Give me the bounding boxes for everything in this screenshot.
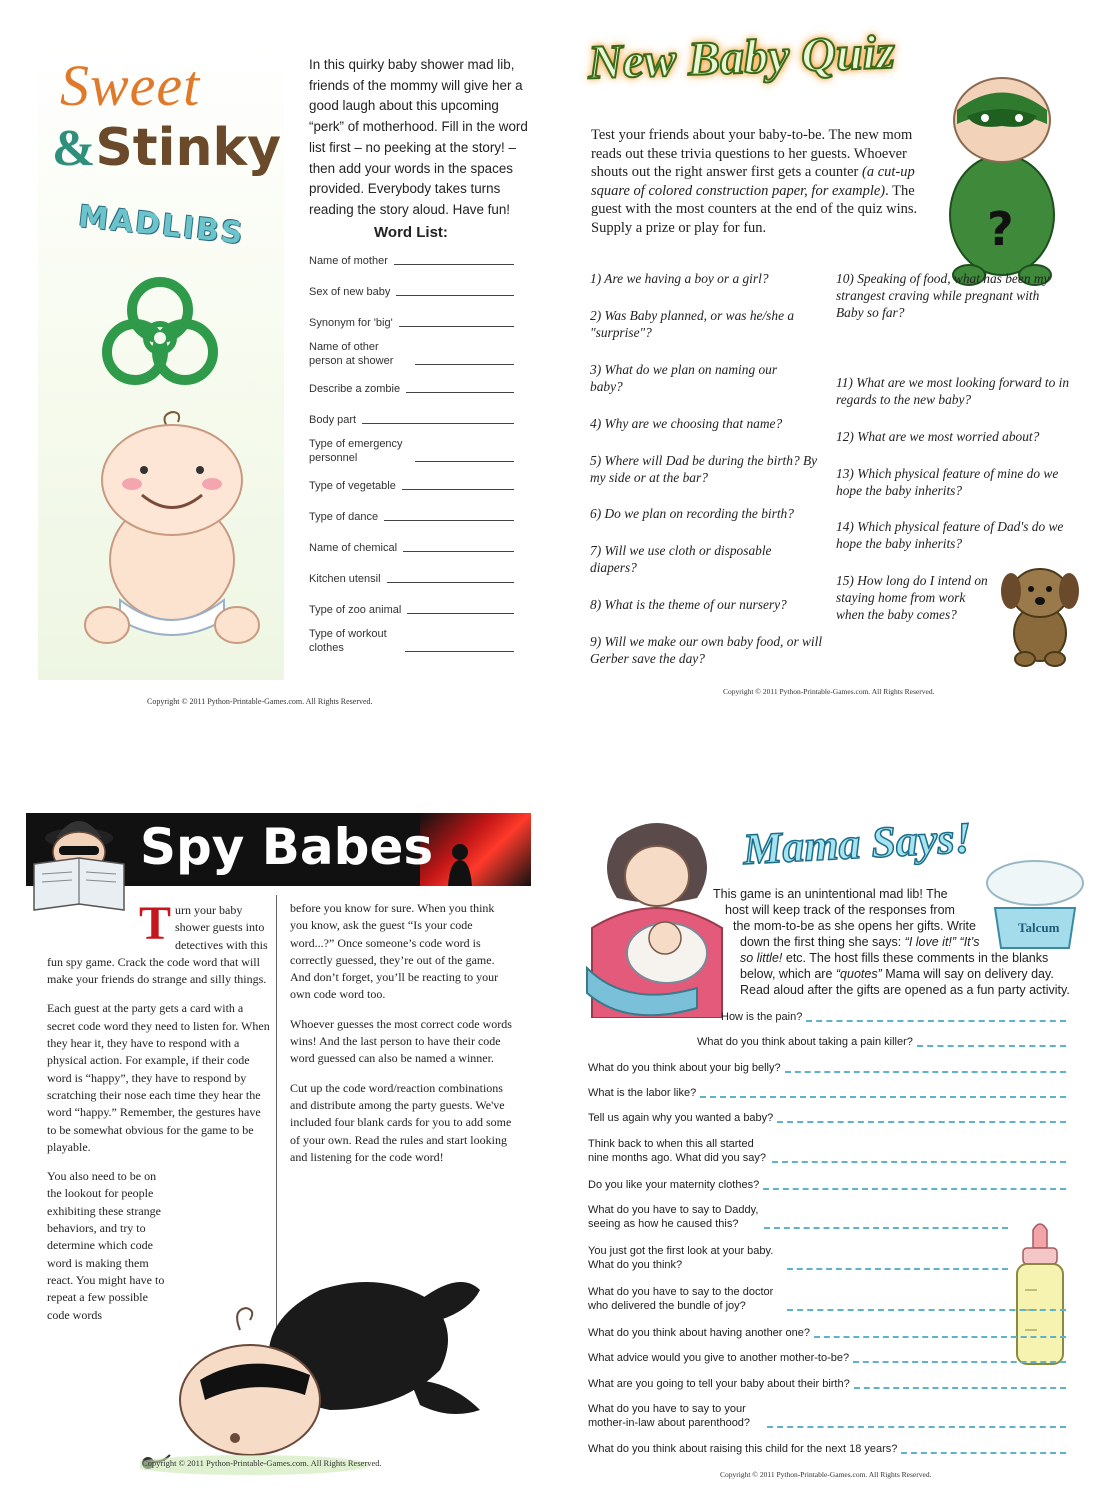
mama-question-row[interactable]: What do you think about having another one? — [588, 1326, 1066, 1340]
quiz-question: 2) Was Baby planned, or was he/she a "surprise"? — [590, 308, 795, 340]
word-list — [309, 250, 514, 655]
spy-paragraph: urn your baby shower guests into detectives with this fun spy game. Crack the code word that will make your friends do strange and silly things. — [47, 903, 268, 987]
new-baby-quiz-panel — [555, 0, 1109, 750]
talcum-powder-illustration — [980, 858, 1090, 953]
quiz-question: 1) Are we having a boy or a girl? — [590, 271, 769, 286]
quiz-question: 15) How long do I intend on staying home from work when the baby comes? — [836, 573, 988, 622]
word-row[interactable]: Type of workout clothes — [309, 627, 514, 655]
mama-question-row[interactable]: You just got the first look at your baby. What do you think? — [588, 1244, 1008, 1272]
quiz-question: 5) Where will Dad be during the birth? By my side or at the bar? — [590, 453, 818, 485]
flying-spy-baby-illustration — [140, 1260, 500, 1475]
mama-title: Mama Says! — [741, 813, 973, 874]
quiz-question: 11) What are we most looking forward to in regards to the new baby? — [836, 375, 1070, 407]
drop-cap: T — [139, 897, 172, 950]
mama-question-row[interactable]: What do you have to say to your mother-in-law about parenthood? — [588, 1402, 1066, 1430]
mama-question-row[interactable]: What advice would you give to another mother-to-be? — [588, 1351, 1066, 1365]
spy-column-right — [290, 900, 515, 1178]
word-row[interactable]: Type of vegetable — [309, 475, 514, 493]
quiz-title: New Baby Quiz — [587, 25, 896, 90]
quiz-question: 12) What are we most worried about? — [836, 429, 1040, 444]
mama-question-row[interactable]: What do you think about raising this child for the next 18 years? — [588, 1442, 1066, 1456]
spy-paragraph: Whoever guesses the most correct code words wins! And the last person to have their code word guessed can also be named a winner. — [290, 1016, 512, 1066]
mama-intro-line: below, which are “quotes” Mama will say on delivery day. — [740, 967, 1054, 981]
quiz-question: 6) Do we plan on recording the birth? — [590, 506, 794, 521]
mama-question-row[interactable]: What is the labor like? — [588, 1086, 1066, 1100]
word-row[interactable]: Type of dance — [309, 506, 514, 524]
mama-intro-line: down the first thing she says: “I love it!” “It’s — [740, 935, 980, 949]
mama-question-row[interactable]: How is the pain? — [721, 1010, 1066, 1024]
copyright-notice: Copyright © 2011 Python-Printable-Games.com. All Rights Reserved. — [142, 1458, 382, 1468]
word-list-title: Word List: — [374, 224, 448, 241]
quiz-question: 13) Which physical feature of mine do we hope the baby inherits? — [836, 466, 1059, 498]
mama-intro-line: This game is an unintentional mad lib! The — [713, 887, 948, 901]
talcum-label: Talcum — [1018, 920, 1060, 935]
spy-paragraph: Cut up the code word/reaction combinations and distribute among the party guests. We've included four blank cards for you to add some of your own. Read the rules and start looking and listening for the code word! — [290, 1080, 512, 1164]
title-madlibs: MADLIBS — [76, 199, 247, 252]
riddler-baby-illustration — [927, 70, 1077, 290]
mama-question-row[interactable]: What do you think about your big belly? — [588, 1061, 1066, 1075]
quiz-question: 3) What do we plan on naming our baby? — [590, 362, 778, 394]
title-ampersand: & — [52, 120, 96, 177]
mama-question-row[interactable]: Think back to when this all started nine months ago. What did you say? — [588, 1137, 1066, 1165]
mama-question-row[interactable]: What are you going to tell your baby about their birth? — [588, 1377, 1066, 1391]
spy-paragraph: before you know for sure. When you think you know, ask the guest “Is your code word...?” Once someone’s code word is correctly guessed, they’re out of the game. And don’t forget, you’ll be reacting to your own code word too. — [290, 901, 499, 1002]
quiz-intro: Test your friends about your baby-to-be. The new mom reads out these trivia questions to her guests. Whoever shouts out the right answer first gets a counter (a cut-up square of colored construction paper, for example). The guest with the most counters at the end of the quiz wins. Supply a prize or play for fun. — [591, 127, 918, 236]
quiz-question: 10) Speaking of food, what has been my strangest craving while pregnant with Baby so far? — [836, 271, 1050, 320]
mama-intro-line: so little! etc. The host fills these comments in the blanks — [740, 951, 1049, 965]
title-stinky — [52, 118, 281, 178]
spy-babes-panel — [0, 750, 555, 1500]
mama-question-row[interactable]: What do you have to say to the doctor who delivered the bundle of joy? — [588, 1285, 1066, 1313]
biohazard-icon — [95, 268, 225, 398]
word-row[interactable]: Kitchen utensil — [309, 568, 514, 586]
quiz-question: 14) Which physical feature of Dad's do we hope the baby inherits? — [836, 519, 1064, 551]
word-row[interactable]: Type of zoo animal — [309, 599, 514, 617]
mama-intro-line: the mom-to-be as she opens her gifts. Write — [733, 919, 976, 933]
title-sweet: Sweet — [60, 53, 201, 118]
mama-intro-line: host will keep track of the responses from — [725, 903, 955, 917]
word-row[interactable]: Body part — [309, 409, 514, 427]
mama-question-row[interactable]: Do you like your maternity clothes? — [588, 1178, 1066, 1192]
quiz-question: 4) Why are we choosing that name? — [590, 416, 783, 431]
baby-illustration — [72, 410, 272, 660]
copyright-notice: Copyright © 2011 Python-Printable-Games.com. All Rights Reserved. — [720, 1470, 932, 1479]
word-row[interactable]: Name of other person at shower — [309, 340, 514, 368]
word-row[interactable]: Name of chemical — [309, 537, 514, 555]
madlib-intro: In this quirky baby shower mad lib, friends of the mommy will give her a good laugh about this upcoming “perk” of motherhood. Fill in the word list first – no peeking at the story! – then add your words in the spaces provided. Everybody takes turns reading the story aloud. Have fun! — [309, 57, 528, 217]
mother-baby-illustration — [567, 818, 742, 1018]
mama-says-panel — [555, 750, 1109, 1500]
quiz-question: 8) What is the theme of our nursery? — [590, 597, 787, 612]
copyright-notice: Copyright © 2011 Python-Printable-Games.com. All Rights Reserved. — [147, 697, 373, 706]
spy-paragraph: You also need to be on the lookout for people exhibiting these strange behaviors, and try to determine which code word is making them react. You might have to repeat a few possible code words — [47, 1169, 165, 1322]
puppy-illustration — [995, 555, 1085, 670]
mama-question-row[interactable]: What do you have to say to Daddy, seeing as how he caused this? — [588, 1203, 1008, 1231]
spy-silhouette-icon — [440, 842, 480, 886]
svg-text:?: ? — [987, 202, 1014, 256]
quiz-question: 7) Will we use cloth or disposable diapers? — [590, 543, 772, 575]
title-stinky-word: Stinky — [95, 118, 281, 178]
word-row[interactable]: Name of mother — [309, 250, 514, 268]
sweet-stinky-madlibs-panel — [0, 0, 555, 750]
quiz-question: 9) Will we make our own baby food, or will Gerber save the day? — [590, 634, 823, 666]
spy-baby-newspaper-illustration — [24, 802, 139, 912]
word-row[interactable]: Type of emergency personnel — [309, 437, 514, 465]
mama-question-row[interactable]: Tell us again why you wanted a baby? — [588, 1111, 1066, 1125]
mama-question-row[interactable]: What do you think about taking a pain killer? — [697, 1035, 1066, 1049]
spy-paragraph: Each guest at the party gets a card with a secret code word they need to listen for. When they hear it, they have to respond with a physical action. For example, if their code word is “happy”, they have to respond by scratching their nose each time they hear the word “happy.” Remember, the gestures have to be somewhat obvious for the game to be playable. — [47, 1001, 270, 1154]
copyright-notice: Copyright © 2011 Python-Printable-Games.com. All Rights Reserved. — [723, 687, 935, 696]
spy-title: Spy Babes — [140, 818, 434, 876]
mama-intro-line: Read aloud after the gifts are opened as a fun party activity. — [740, 983, 1070, 997]
word-row[interactable]: Sex of new baby — [309, 281, 514, 299]
word-row[interactable]: Describe a zombie — [309, 378, 514, 396]
word-row[interactable]: Synonym for 'big' — [309, 312, 514, 330]
